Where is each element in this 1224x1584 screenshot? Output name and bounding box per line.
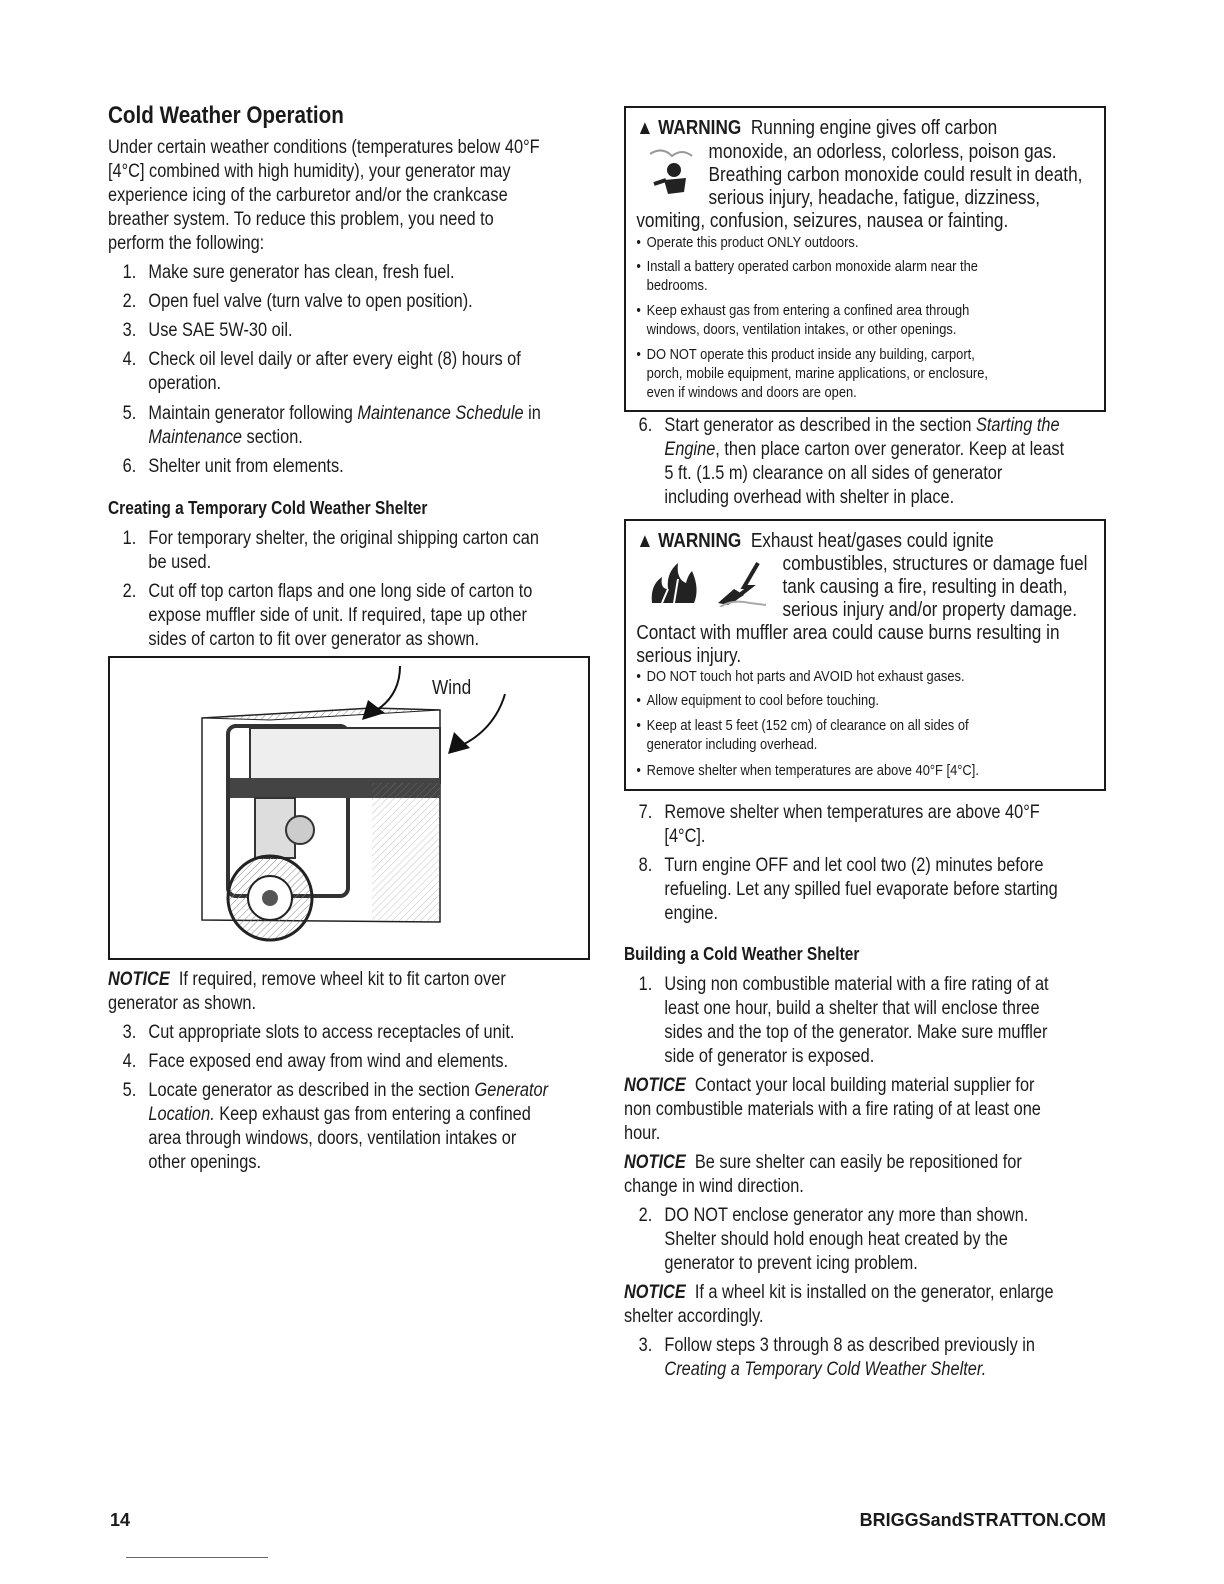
step-number: 3. bbox=[122, 1022, 137, 1043]
step-number: 1. bbox=[122, 262, 137, 283]
step-text: Shelter unit from elements. bbox=[148, 456, 344, 477]
page-number: 14 bbox=[110, 1510, 131, 1530]
warning-bullet-cont: generator including overhead. bbox=[646, 736, 818, 753]
step-text: Make sure generator has clean, fresh fuel. bbox=[148, 262, 455, 283]
step-number: 7. bbox=[638, 802, 653, 823]
warning-bullet-cont: bedrooms. bbox=[646, 277, 708, 294]
step-number: 2. bbox=[122, 291, 137, 312]
step-text: DO NOT enclose generator any more than shown. bbox=[664, 1205, 1029, 1226]
warning-bullet-cont: even if windows and doors are open. bbox=[646, 384, 857, 401]
intro-line: experience icing of the carburetor and/or the crankcase bbox=[108, 185, 508, 206]
fire-icon bbox=[648, 559, 704, 605]
wind-label: Wind bbox=[432, 677, 472, 699]
intro-line: Under certain weather conditions (temperatures below 40°F bbox=[108, 137, 540, 158]
warning-line: serious injury. bbox=[636, 645, 742, 667]
warning-box-fire-burn bbox=[624, 519, 1106, 791]
notice-line: NOTICE Be sure shelter can easily be repositioned for bbox=[624, 1152, 1022, 1173]
step-number: 4. bbox=[122, 1051, 137, 1072]
step-text: Remove shelter when temperatures are above 40°F bbox=[664, 802, 1040, 823]
step-text: area through windows, doors, ventilation intakes or bbox=[148, 1128, 517, 1149]
step-text: engine. bbox=[664, 903, 719, 924]
warning-bullet: • Allow equipment to cool before touching. bbox=[647, 691, 879, 710]
step-text: Maintain generator following Maintenance Schedule in bbox=[148, 403, 541, 424]
warning-line: monoxide, an odorless, colorless, poison gas. bbox=[708, 141, 1057, 163]
step-text: Maintenance section. bbox=[148, 427, 303, 448]
warning-bullet: • DO NOT operate this product inside any building, carport, bbox=[647, 345, 975, 364]
step-text: other openings. bbox=[148, 1152, 262, 1173]
step-number: 6. bbox=[122, 456, 137, 477]
warning-box-carbon-monoxide bbox=[624, 106, 1106, 412]
step-text: Turn engine OFF and let cool two (2) minutes before bbox=[664, 855, 1044, 876]
notice-line: change in wind direction. bbox=[624, 1176, 804, 1197]
generator-in-carton-illustration bbox=[110, 658, 588, 958]
warning-bullet: • Install a battery operated carbon monoxide alarm near the bbox=[647, 257, 978, 276]
step-number: 4. bbox=[122, 349, 137, 370]
page-title: Cold Weather Operation bbox=[108, 102, 344, 129]
step-text: Cut off top carton flaps and one long side of carton to bbox=[148, 581, 533, 602]
step-text: Check oil level daily or after every eight (8) hours of bbox=[148, 349, 521, 370]
warning-bullet: • DO NOT touch hot parts and AVOID hot exhaust gases. bbox=[647, 667, 965, 686]
step-text: Location. Keep exhaust gas from entering a confined bbox=[148, 1104, 531, 1125]
step-number: 2. bbox=[638, 1205, 653, 1226]
step-number: 5. bbox=[122, 403, 137, 424]
warning-heading: ▲ WARNING Exhaust heat/gases could ignite bbox=[636, 530, 994, 552]
figure-carton-shelter bbox=[108, 656, 590, 960]
warning-bullet: • Remove shelter when temperatures are above 40°F [4°C]. bbox=[647, 761, 979, 780]
notice-line: non combustible materials with a fire rating of at least one bbox=[624, 1099, 1041, 1120]
step-text: Start generator as described in the section Starting the bbox=[664, 415, 1060, 436]
step-text: expose muffler side of unit. If required, tape up other bbox=[148, 605, 527, 626]
warning-bullet: • Keep at least 5 feet (152 cm) of clearance on all sides of bbox=[647, 716, 969, 735]
step-number: 1. bbox=[122, 528, 137, 549]
warning-heading: ▲ WARNING Running engine gives off carbon bbox=[636, 117, 998, 139]
warning-line: combustibles, structures or damage fuel bbox=[782, 553, 1088, 575]
warning-line: Breathing carbon monoxide could result in death, bbox=[708, 164, 1083, 186]
step-text: operation. bbox=[148, 373, 222, 394]
step-text: Shelter should hold enough heat created by the bbox=[664, 1229, 1008, 1250]
notice-line: NOTICE Contact your local building material supplier for bbox=[624, 1075, 1035, 1096]
step-text: be used. bbox=[148, 552, 212, 573]
warning-line: serious injury and/or property damage. bbox=[782, 599, 1077, 621]
step-text: generator to prevent icing problem. bbox=[664, 1253, 918, 1274]
step-text: including overhead with shelter in place. bbox=[664, 487, 955, 508]
warning-line: vomiting, confusion, seizures, nausea or fainting. bbox=[636, 210, 1009, 232]
step-number: 1. bbox=[638, 974, 653, 995]
step-text: 5 ft. (1.5 m) clearance on all sides of generator bbox=[664, 463, 1003, 484]
notice-line: hour. bbox=[624, 1123, 661, 1144]
step-text: Creating a Temporary Cold Weather Shelter. bbox=[664, 1359, 987, 1380]
step-text: sides of carton to fit over generator as shown. bbox=[148, 629, 480, 650]
warning-bullet: • Operate this product ONLY outdoors. bbox=[647, 233, 859, 252]
step-text: Use SAE 5W-30 oil. bbox=[148, 320, 293, 341]
intro-line: perform the following: bbox=[108, 233, 265, 254]
notice-line: shelter accordingly. bbox=[624, 1306, 764, 1327]
step-number: 5. bbox=[122, 1080, 137, 1101]
notice-line: generator as shown. bbox=[108, 993, 257, 1014]
step-text: Using non combustible material with a fire rating of at bbox=[664, 974, 1049, 995]
step-text: least one hour, build a shelter that will enclose three bbox=[664, 998, 1040, 1019]
warning-line: Contact with muffler area could cause burns resulting in bbox=[636, 622, 1060, 644]
warning-line: tank causing a fire, resulting in death, bbox=[782, 576, 1068, 598]
notice-line: NOTICE If a wheel kit is installed on the generator, enlarge bbox=[624, 1282, 1054, 1303]
toxic-fumes-icon bbox=[642, 144, 698, 200]
notice-line: NOTICE If required, remove wheel kit to fit carton over bbox=[108, 969, 506, 990]
intro-line: [4°C] combined with high humidity), your generator may bbox=[108, 161, 511, 182]
step-text: Follow steps 3 through 8 as described previously in bbox=[664, 1335, 1035, 1356]
step-text: For temporary shelter, the original shipping carton can bbox=[148, 528, 539, 549]
step-text: Engine, then place carton over generator. Keep at least bbox=[664, 439, 1065, 460]
step-text: Locate generator as described in the section Generator bbox=[148, 1080, 549, 1101]
warning-bullet-cont: porch, mobile equipment, marine applications, or enclosure, bbox=[646, 365, 988, 382]
step-number: 3. bbox=[638, 1335, 653, 1356]
step-number: 2. bbox=[122, 581, 137, 602]
warning-bullet-cont: windows, doors, ventilation intakes, or other openings. bbox=[646, 321, 957, 338]
subsection-heading: Building a Cold Weather Shelter bbox=[624, 944, 860, 964]
intro-line: breather system. To reduce this problem, you need to bbox=[108, 209, 494, 230]
warning-line: serious injury, headache, fatigue, dizziness, bbox=[708, 187, 1041, 209]
step-text: Open fuel valve (turn valve to open position). bbox=[148, 291, 473, 312]
step-text: Face exposed end away from wind and elements. bbox=[148, 1051, 509, 1072]
step-number: 6. bbox=[638, 415, 653, 436]
website-footer: BRIGGSandSTRATTON.COM bbox=[859, 1510, 1106, 1530]
step-text: side of generator is exposed. bbox=[664, 1046, 875, 1067]
step-text: Cut appropriate slots to access receptacles of unit. bbox=[148, 1022, 515, 1043]
step-text: [4°C]. bbox=[664, 826, 706, 847]
step-text: refueling. Let any spilled fuel evaporate before starting bbox=[664, 879, 1058, 900]
step-text: sides and the top of the generator. Make sure muffler bbox=[664, 1022, 1048, 1043]
subsection-heading: Creating a Temporary Cold Weather Shelter bbox=[108, 498, 428, 518]
warning-bullet: • Keep exhaust gas from entering a confined area through bbox=[647, 301, 970, 320]
footer-divider bbox=[126, 1557, 268, 1558]
step-number: 3. bbox=[122, 320, 137, 341]
hot-surface-icon bbox=[714, 561, 770, 607]
step-number: 8. bbox=[638, 855, 653, 876]
